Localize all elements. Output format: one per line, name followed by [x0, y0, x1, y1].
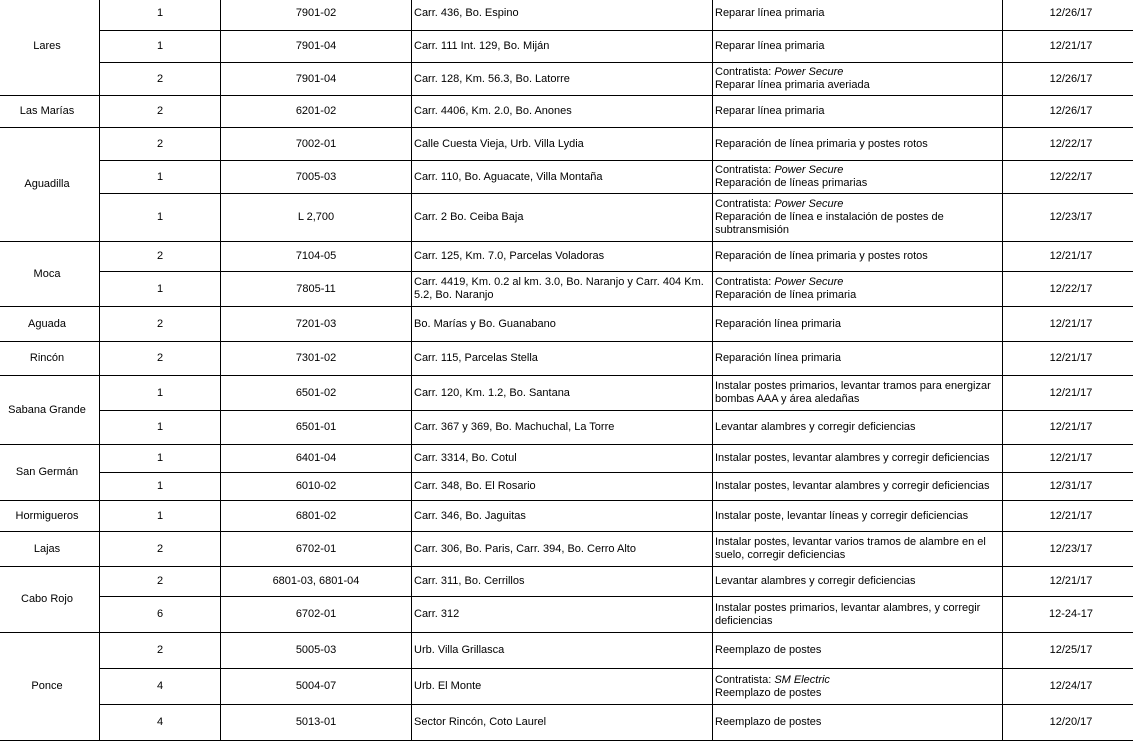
descripcion-text: Reparación línea primaria [715, 352, 841, 364]
fecha-cell: 12/20/17 [1003, 705, 1133, 741]
table-row [0, 307, 1133, 342]
descripcion-cell [713, 501, 1003, 532]
fecha-cell: 12/22/17 [1003, 161, 1133, 194]
table-row [0, 96, 1133, 128]
fecha-cell: 12/26/17 [1003, 63, 1133, 96]
localizacion-cell: Carr. 3314, Bo. Cotul [412, 445, 713, 473]
table-row [0, 411, 1133, 445]
descripcion-cell [713, 272, 1003, 307]
contratista-label: Contratista: [715, 66, 775, 78]
contratista-line [715, 66, 1000, 79]
localizacion-cell: Sector Rincón, Coto Laurel [412, 705, 713, 741]
table-row [0, 342, 1133, 376]
fecha-cell: 12/26/17 [1003, 0, 1133, 31]
table-row [0, 31, 1133, 63]
fecha-cell: 12/21/17 [1003, 31, 1133, 63]
table-row [0, 473, 1133, 501]
brigadas-cell: 1 [100, 473, 221, 501]
localizacion-cell: Carr. 367 y 369, Bo. Machuchal, La Torre [412, 411, 713, 445]
municipio-cell: Aguadilla [0, 128, 100, 242]
contratista-label: Contratista: [715, 276, 775, 288]
descripcion-text: Reparación de línea e instalación de postes de subtransmisión [715, 211, 944, 236]
alimentador-cell: 6702-01 [221, 532, 412, 567]
contratista-line [715, 164, 1000, 177]
alimentador-cell: 7805-11 [221, 272, 412, 307]
alimentador-cell: 6801-02 [221, 501, 412, 532]
descripcion-cell [713, 532, 1003, 567]
descripcion-cell [713, 0, 1003, 31]
descripcion-cell [713, 242, 1003, 272]
descripcion-text: Instalar postes, levantar varios tramos de alambre en el suelo, corregir deficiencias [715, 536, 986, 561]
alimentador-cell: L 2,700 [221, 194, 412, 242]
municipio-cell: Hormigueros [0, 501, 100, 532]
alimentador-cell: 6801-03, 6801-04 [221, 567, 412, 597]
descripcion-text: Instalar postes primarios, levantar tramos para energizar bombas AAA y área aledañas [715, 380, 991, 405]
localizacion-cell: Carr. 312 [412, 597, 713, 633]
brigadas-cell: 2 [100, 242, 221, 272]
alimentador-cell: 7201-03 [221, 307, 412, 342]
brigadas-cell: 1 [100, 161, 221, 194]
descripcion-text: Instalar postes, levantar alambres y corregir deficiencias [715, 480, 990, 492]
municipio-cell: Rincón [0, 342, 100, 376]
municipio-cell: Ponce [0, 633, 100, 741]
descripcion-text: Instalar postes primarios, levantar alambres, y corregir deficiencias [715, 601, 981, 627]
table-row [0, 0, 1133, 31]
table-row [0, 597, 1133, 633]
descripcion-cell [713, 96, 1003, 128]
localizacion-cell: Carr. 436, Bo. Espino [412, 0, 713, 31]
municipio-cell: Las Marías [0, 96, 100, 128]
descripcion-cell [713, 705, 1003, 741]
descripcion-text: Reparación de línea primaria y postes rotos [715, 250, 928, 262]
descripcion-cell [713, 411, 1003, 445]
brigadas-cell: 1 [100, 376, 221, 411]
municipio-cell: Moca [0, 242, 100, 307]
alimentador-cell: 7005-03 [221, 161, 412, 194]
descripcion-cell [713, 307, 1003, 342]
descripcion-cell [713, 567, 1003, 597]
brigadas-cell: 4 [100, 705, 221, 741]
localizacion-cell: Urb. Villa Grillasca [412, 633, 713, 669]
fecha-cell: 12/21/17 [1003, 445, 1133, 473]
descripcion-cell [713, 445, 1003, 473]
fecha-cell: 12/21/17 [1003, 376, 1133, 411]
descripcion-text: Reparación de líneas primarias [715, 177, 868, 189]
brigadas-cell: 1 [100, 272, 221, 307]
municipio-cell: Aguada [0, 307, 100, 342]
municipio-cell: San Germán [0, 445, 100, 501]
descripcion-text: Reparar línea primaria [715, 40, 825, 52]
brigadas-cell: 1 [100, 31, 221, 63]
municipio-cell: Cabo Rojo [0, 567, 100, 633]
localizacion-cell: Carr. 111 Int. 129, Bo. Miján [412, 31, 713, 63]
localizacion-cell: Bo. Marías y Bo. Guanabano [412, 307, 713, 342]
localizacion-cell: Carr. 346, Bo. Jaguitas [412, 501, 713, 532]
localizacion-cell: Carr. 4419, Km. 0.2 al km. 3.0, Bo. Naranjo y Carr. 404 Km. 5.2, Bo. Naranjo [412, 272, 713, 307]
descripcion-cell [713, 376, 1003, 411]
table-row [0, 445, 1133, 473]
localizacion-cell: Carr. 4406, Km. 2.0, Bo. Anones [412, 96, 713, 128]
brigadas-cell: 4 [100, 669, 221, 705]
alimentador-cell: 7901-04 [221, 63, 412, 96]
alimentador-cell: 7901-04 [221, 31, 412, 63]
fecha-cell: 12/21/17 [1003, 342, 1133, 376]
contratista-line [715, 198, 1000, 211]
localizacion-cell: Calle Cuesta Vieja, Urb. Villa Lydia [412, 128, 713, 161]
table-row [0, 242, 1133, 272]
fecha-cell: 12/21/17 [1003, 411, 1133, 445]
fecha-cell: 12/21/17 [1003, 242, 1133, 272]
contratista-label: Contratista: [715, 673, 775, 686]
table-row [0, 63, 1133, 96]
table-row [0, 705, 1133, 741]
fecha-cell: 12/24/17 [1003, 669, 1133, 705]
brigadas-cell: 2 [100, 567, 221, 597]
fecha-cell: 12/21/17 [1003, 307, 1133, 342]
table-row [0, 128, 1133, 161]
brigadas-cell: 1 [100, 0, 221, 31]
fecha-cell: 12/21/17 [1003, 501, 1133, 532]
fecha-cell: 12/31/17 [1003, 473, 1133, 501]
descripcion-cell [713, 63, 1003, 96]
municipio-cell: Sabana Grande [0, 376, 100, 445]
contratista-name: Power Secure [774, 198, 844, 210]
descripcion-text: Reemplazo de postes [715, 686, 822, 699]
descripcion-text: Reparación de línea primaria [715, 289, 857, 301]
brigadas-cell: 1 [100, 501, 221, 532]
descripcion-text: Reparar línea primaria averiada [715, 79, 870, 91]
table-row [0, 161, 1133, 194]
descripcion-cell [713, 31, 1003, 63]
fecha-cell: 12/25/17 [1003, 633, 1133, 669]
descripcion-cell [713, 669, 1003, 705]
descripcion-cell [713, 473, 1003, 501]
table-row [0, 633, 1133, 669]
fecha-cell: 12/22/17 [1003, 272, 1133, 307]
descripcion-text: Instalar postes, levantar alambres y corregir deficiencias [715, 452, 990, 464]
brigadas-cell: 2 [100, 128, 221, 161]
localizacion-cell: Carr. 110, Bo. Aguacate, Villa Montaña [412, 161, 713, 194]
contratista-label: Contratista: [715, 198, 775, 210]
descripcion-text: Instalar poste, levantar líneas y corregir deficiencias [715, 509, 969, 522]
municipio-cell: Lares [0, 0, 100, 96]
table-row [0, 669, 1133, 705]
alimentador-cell: 5004-07 [221, 669, 412, 705]
localizacion-cell: Carr. 115, Parcelas Stella [412, 342, 713, 376]
brigadas-cell: 2 [100, 63, 221, 96]
municipio-cell: Lajas [0, 532, 100, 567]
alimentador-cell: 6201-02 [221, 96, 412, 128]
alimentador-cell: 6501-02 [221, 376, 412, 411]
alimentador-cell: 6010-02 [221, 473, 412, 501]
alimentador-cell: 7301-02 [221, 342, 412, 376]
brigadas-cell: 2 [100, 342, 221, 376]
localizacion-cell: Carr. 311, Bo. Cerrillos [412, 567, 713, 597]
localizacion-cell: Carr. 2 Bo. Ceiba Baja [412, 194, 713, 242]
alimentador-cell: 6702-01 [221, 597, 412, 633]
descripcion-cell [713, 194, 1003, 242]
brigadas-cell: 6 [100, 597, 221, 633]
descripcion-cell [713, 161, 1003, 194]
brigadas-cell: 2 [100, 532, 221, 567]
contratista-name: SM Electric [774, 673, 830, 686]
descripcion-text: Reparar línea primaria [715, 7, 825, 19]
brigadas-cell: 1 [100, 445, 221, 473]
brigadas-cell: 2 [100, 96, 221, 128]
brigadas-cell: 2 [100, 633, 221, 669]
alimentador-cell: 7002-01 [221, 128, 412, 161]
contratista-name: Power Secure [774, 164, 844, 176]
alimentador-cell: 7104-05 [221, 242, 412, 272]
descripcion-cell [713, 128, 1003, 161]
fecha-cell: 12/23/17 [1003, 194, 1133, 242]
localizacion-cell: Carr. 125, Km. 7.0, Parcelas Voladoras [412, 242, 713, 272]
alimentador-cell: 5005-03 [221, 633, 412, 669]
localizacion-cell: Carr. 128, Km. 56.3, Bo. Latorre [412, 63, 713, 96]
localizacion-cell: Carr. 120, Km. 1.2, Bo. Santana [412, 376, 713, 411]
localizacion-cell: Urb. El Monte [412, 669, 713, 705]
brigadas-cell: 2 [100, 307, 221, 342]
fecha-cell: 12/22/17 [1003, 128, 1133, 161]
descripcion-text: Reparar línea primaria [715, 105, 825, 117]
descripcion-text: Reemplazo de postes [715, 716, 822, 728]
descripcion-text: Levantar alambres y corregir deficiencias [715, 421, 916, 433]
table-row [0, 194, 1133, 242]
descripcion-text: Levantar alambres y corregir deficiencias [715, 575, 916, 587]
table-row [0, 272, 1133, 307]
contratista-line [715, 276, 1000, 289]
brigadas-cell: 1 [100, 194, 221, 242]
table-row [0, 532, 1133, 567]
table-row [0, 567, 1133, 597]
descripcion-cell [713, 597, 1003, 633]
alimentador-cell: 7901-02 [221, 0, 412, 31]
fecha-cell: 12/21/17 [1003, 567, 1133, 597]
localizacion-cell: Carr. 306, Bo. Paris, Carr. 394, Bo. Cerro Alto [412, 532, 713, 567]
contratista-name: Power Secure [774, 66, 844, 78]
descripcion-cell [713, 342, 1003, 376]
fecha-cell: 12-24-17 [1003, 597, 1133, 633]
brigadas-cell: 1 [100, 411, 221, 445]
table-row [0, 376, 1133, 411]
descripcion-text: Reemplazo de postes [715, 644, 822, 656]
contratista-name: Power Secure [774, 276, 844, 288]
alimentador-cell: 6501-01 [221, 411, 412, 445]
descripcion-text: Reparación de línea primaria y postes rotos [715, 137, 928, 150]
alimentador-cell: 5013-01 [221, 705, 412, 741]
descripcion-text: Reparación línea primaria [715, 317, 841, 330]
alimentador-cell: 6401-04 [221, 445, 412, 473]
fecha-cell: 12/26/17 [1003, 96, 1133, 128]
contratista-line [715, 674, 1000, 687]
table-row [0, 501, 1133, 532]
contratista-label: Contratista: [715, 164, 775, 176]
localizacion-cell: Carr. 348, Bo. El Rosario [412, 473, 713, 501]
fecha-cell: 12/23/17 [1003, 532, 1133, 567]
descripcion-cell [713, 633, 1003, 669]
